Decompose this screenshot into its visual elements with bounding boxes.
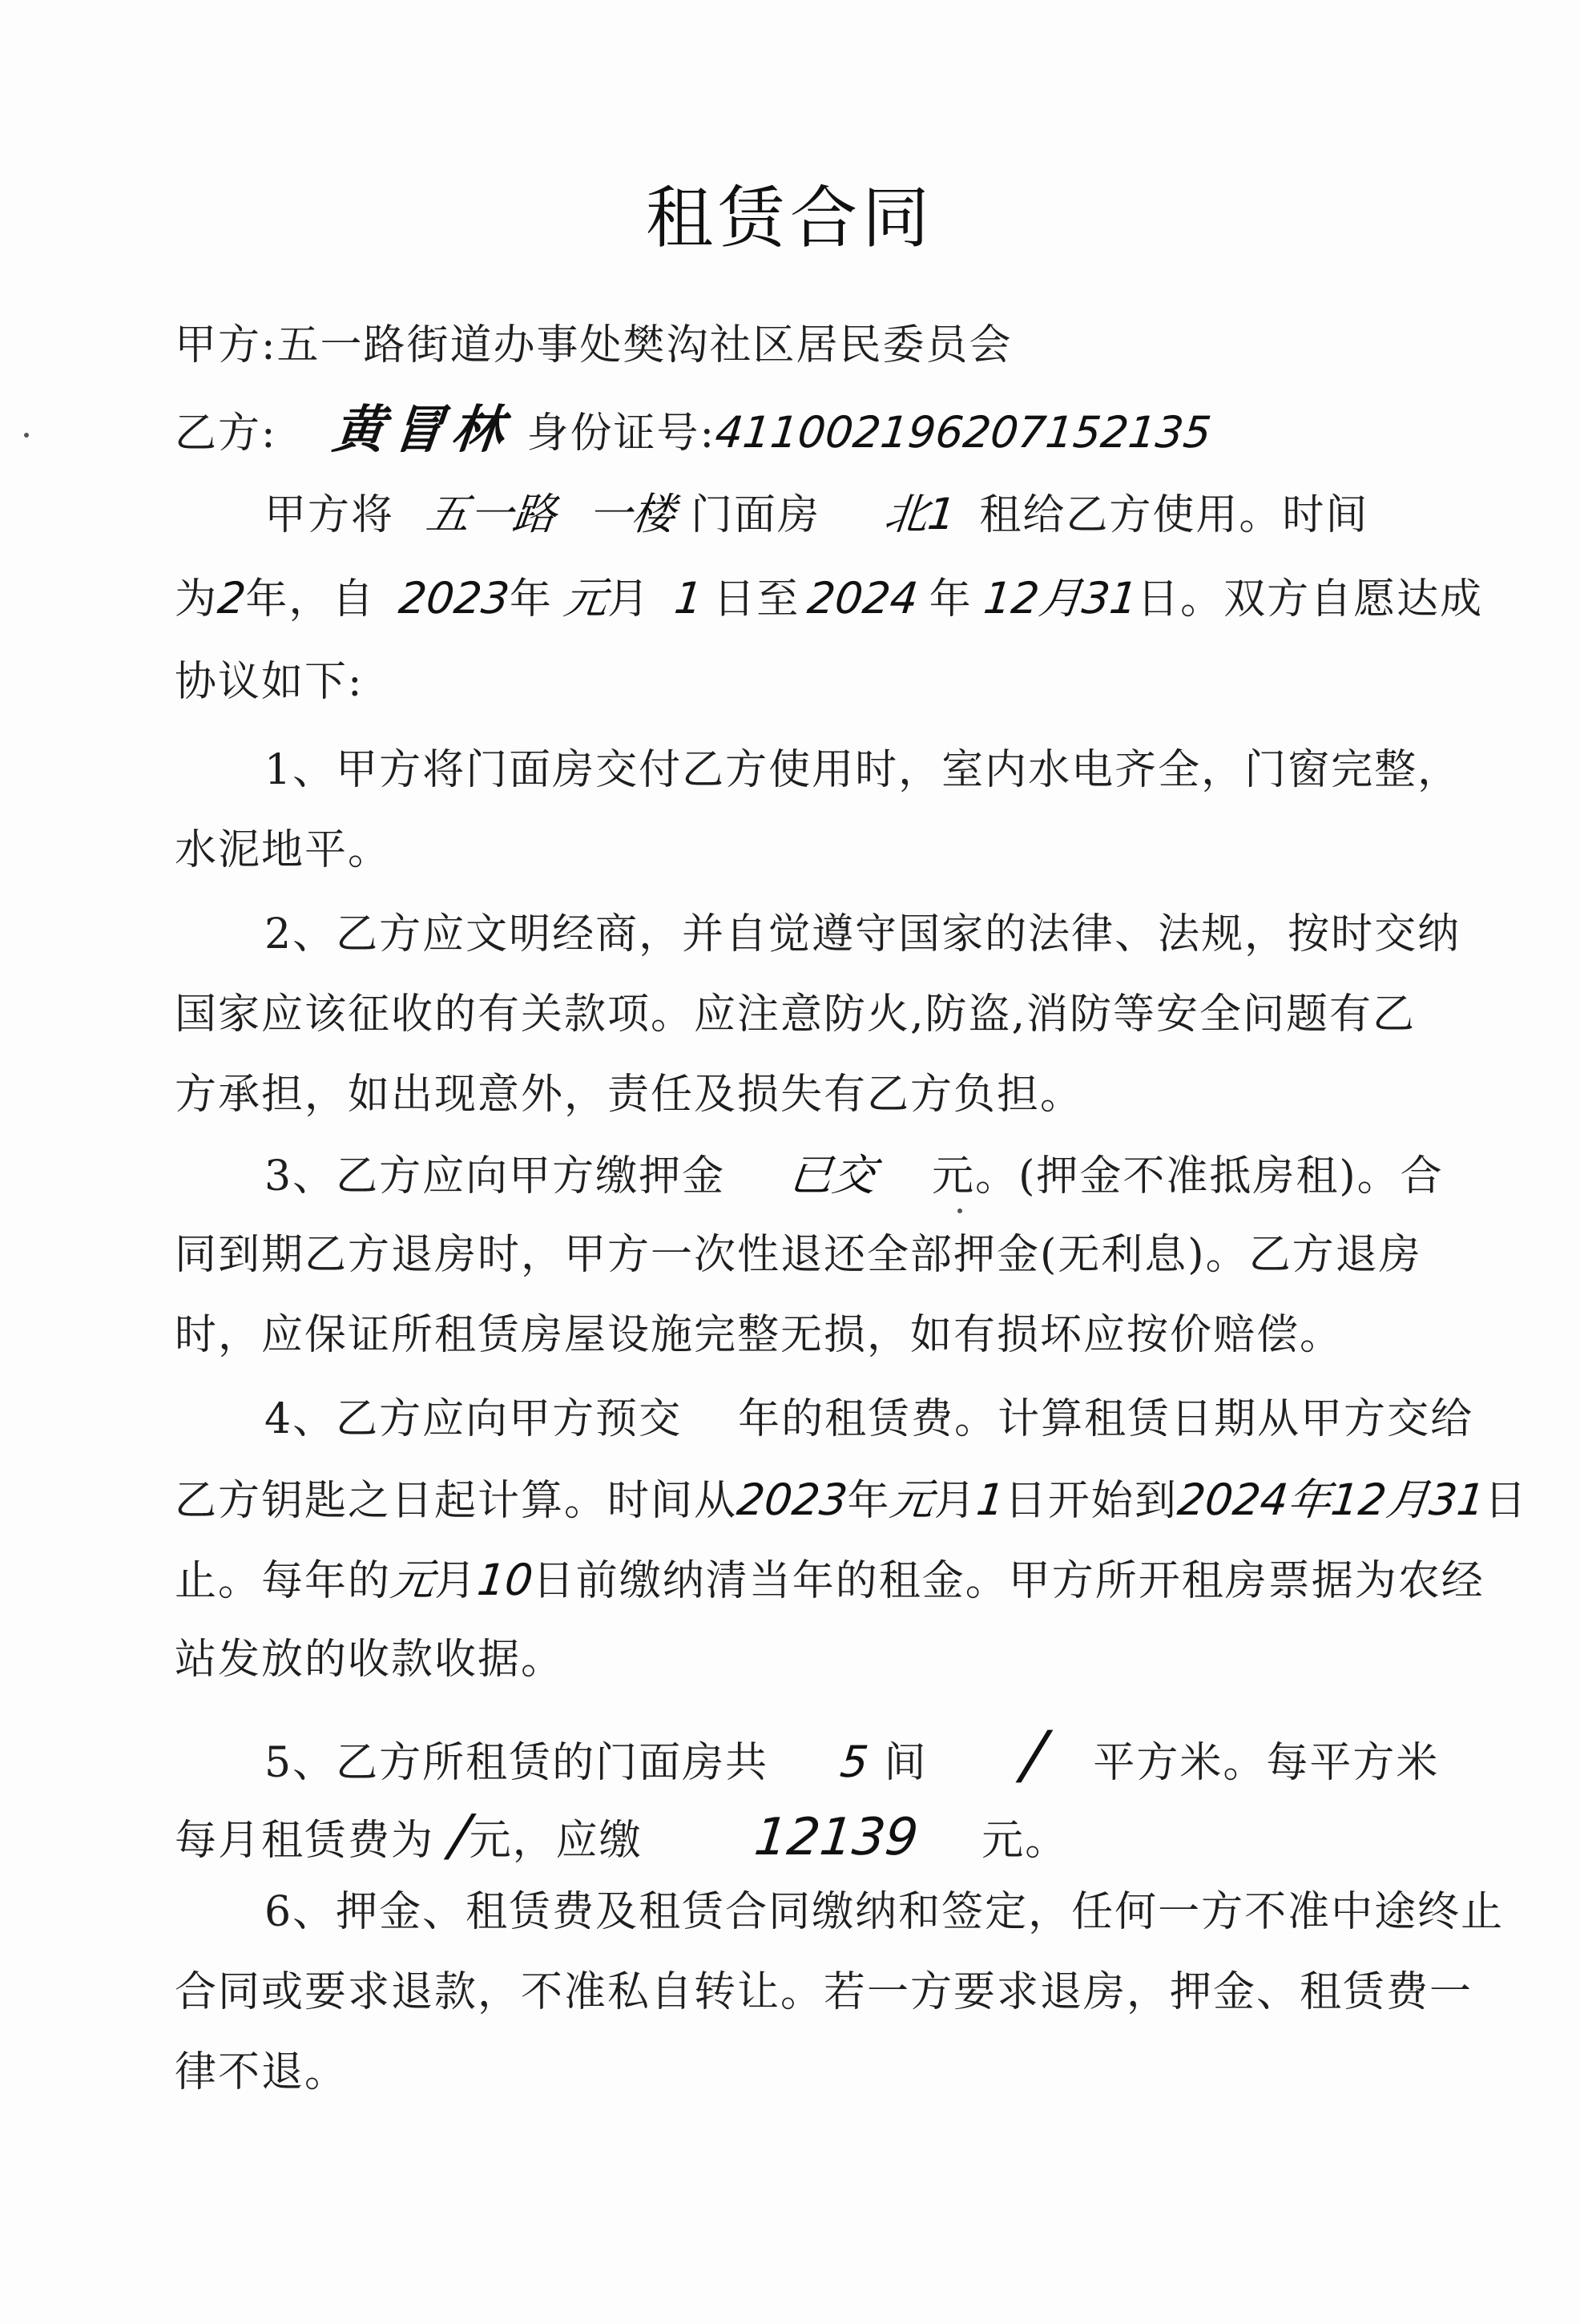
- intro-text: 年: [929, 575, 973, 623]
- clause-6-line-1: 6、押金、租赁费及租赁合同缴纳和签定，任何一方不准中途终止: [264, 1888, 1505, 1936]
- party-b-id-number: 411002196207152135: [712, 407, 1214, 458]
- intro-text: 日。双方自愿达成: [1137, 575, 1484, 623]
- clause-1-line-2: 水泥地平。: [175, 826, 392, 874]
- party-b-id-label: 身份证号:: [526, 410, 716, 458]
- clause-2-line-1: 2、乙方应文明经商，并自觉遵守国家的法律、法规，按时交纳: [264, 910, 1461, 958]
- clause-text: 日: [1484, 1477, 1528, 1525]
- intro-text: 门面房: [691, 491, 821, 539]
- intro-line-3: 协议如下:: [175, 658, 364, 706]
- hw-rent-start-day: 1: [974, 1475, 1008, 1525]
- hw-rooms: 5: [837, 1737, 871, 1787]
- clause-text: 5、乙方所租赁的门面房共: [264, 1739, 769, 1787]
- clause-text: 乙方钥匙之日起计算。时间从: [175, 1477, 738, 1525]
- hw-pay-month: 元: [388, 1555, 437, 1605]
- clause-text: 月: [933, 1477, 977, 1525]
- party-a-label: 甲方:: [175, 321, 277, 369]
- scan-speck: [957, 1208, 962, 1213]
- hw-term: 2: [215, 573, 248, 623]
- contract-title: 租赁合同: [645, 179, 934, 257]
- clause-5-line-1: [264, 1717, 1440, 1792]
- hw-end-month-day: 12月31: [981, 573, 1140, 623]
- hw-rent-start-year: 2023: [734, 1475, 850, 1525]
- intro-line-2: [175, 573, 1484, 623]
- intro-text: 甲方将: [264, 491, 395, 539]
- hw-price: /: [446, 1802, 473, 1868]
- intro-line-1: [264, 489, 1369, 539]
- hw-pay-day: 10: [474, 1555, 536, 1605]
- clause-2-line-2: 国家应该征收的有关款项。应注意防火,防盗,消防等安全问题有乙: [175, 991, 1417, 1039]
- clause-6-line-2: 合同或要求退款，不准私自转让。若一方要求退房，押金、租赁费一: [175, 1968, 1473, 2016]
- party-a-name: 五一路街道办事处樊沟社区居民委员会: [276, 321, 1013, 369]
- clause-5-line-2: [175, 1802, 1069, 1868]
- hw-area: /: [1019, 1717, 1050, 1792]
- intro-text: 月: [607, 575, 651, 623]
- clause-text: 元。(押金不准抵房租)。合: [932, 1152, 1444, 1200]
- clause-3-line-1: [264, 1150, 1444, 1200]
- clause-text: 间: [884, 1739, 928, 1787]
- party-b-label: 乙方:: [175, 410, 277, 458]
- party-b-line: [175, 401, 1214, 460]
- clause-4-line-2: [175, 1475, 1528, 1525]
- clause-1-line-1: 1、甲方将门面房交付乙方使用时，室内水电齐全，门窗完整，: [264, 746, 1461, 794]
- hw-location: 五一路: [423, 489, 559, 539]
- clause-text: 3、乙方应向甲方缴押金: [264, 1152, 726, 1200]
- hw-location-floor: 一楼: [585, 489, 678, 539]
- hw-rent-start-month: 元: [888, 1475, 937, 1525]
- clause-text: 4、乙方应向甲方预交: [264, 1395, 683, 1443]
- clause-4-line-1: [264, 1395, 1474, 1443]
- hw-start-day: 1: [671, 573, 705, 623]
- clause-4-line-4: 站发放的收款收据。: [175, 1636, 565, 1684]
- intro-text: 租给乙方使用。时间: [979, 491, 1369, 539]
- intro-text: 日至: [713, 575, 800, 623]
- hw-start-year: 2023: [397, 573, 513, 623]
- clause-text: 元。: [981, 1817, 1069, 1865]
- hw-end-year: 2024: [804, 573, 921, 623]
- clause-text: 元，应缴: [469, 1817, 643, 1865]
- clause-text: 日开始到: [1004, 1477, 1178, 1525]
- clause-4-line-3: [175, 1555, 1485, 1605]
- intro-text: 为: [175, 575, 219, 623]
- clause-text: 日前缴纳清当年的租金。甲方所开租房票据为农经: [532, 1557, 1485, 1605]
- clause-3-line-2: 同到期乙方退房时，甲方一次性退还全部押金(无利息)。乙方退房: [175, 1231, 1422, 1279]
- clause-text: 止。每年的: [175, 1557, 392, 1605]
- hw-deposit: 已交: [786, 1150, 879, 1200]
- clause-2-line-3: 方承担，如出现意外，责任及损失有乙方负担。: [175, 1071, 1084, 1119]
- scan-speck: [24, 433, 29, 438]
- clause-3-line-3: 时，应保证所租赁房屋设施完整无损，如有损坏应按价赔偿。: [175, 1311, 1344, 1359]
- clause-text: 年的租赁费。计算租赁日期从甲方交给: [738, 1395, 1474, 1443]
- hw-rent-end: 2024年12月31: [1175, 1475, 1488, 1525]
- clause-6-line-3: 律不退。: [175, 2048, 349, 2096]
- clause-text: 平方米。每平方米: [1093, 1739, 1440, 1787]
- intro-text: 年: [509, 575, 553, 623]
- intro-text: 年，自: [245, 575, 376, 623]
- party-a-line: [175, 321, 1013, 369]
- hw-unit: 北1: [881, 489, 958, 539]
- clause-text: 每月租赁费为: [175, 1817, 435, 1865]
- hw-total: 12139: [751, 1808, 921, 1867]
- clause-text: 月: [434, 1557, 478, 1605]
- party-b-signature: 黄冒林: [329, 401, 514, 460]
- hw-start-month: 元: [561, 573, 611, 623]
- clause-text: 年: [847, 1477, 891, 1525]
